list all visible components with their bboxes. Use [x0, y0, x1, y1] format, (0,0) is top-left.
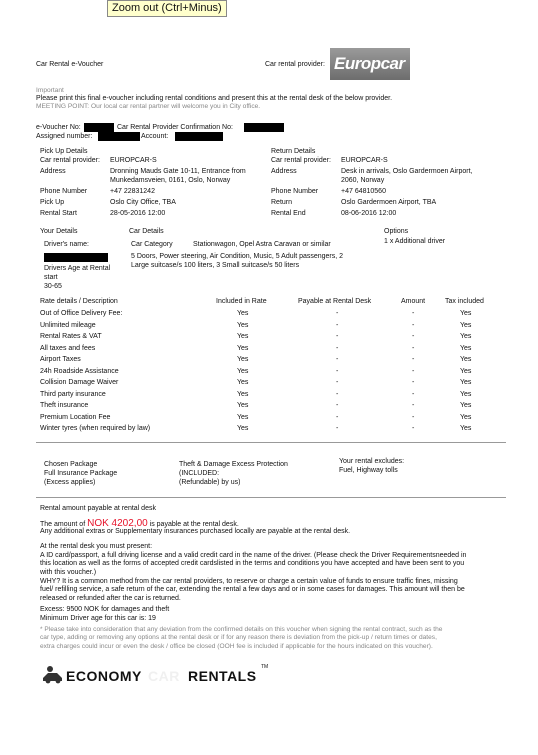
important-label: Important — [36, 87, 64, 94]
rate-cell: Yes — [237, 344, 249, 352]
rate-description: 24h Roadside Assistance — [40, 367, 119, 375]
rate-cell: Yes — [237, 402, 249, 409]
pickup-row-value: EUROPCAR-S — [110, 157, 157, 164]
rate-cell: Yes — [460, 356, 472, 363]
pickup-row-value: 28-05-2016 12:00 — [110, 210, 166, 217]
return-section-title: Return Details — [271, 148, 316, 155]
return-row-label: Rental End — [271, 210, 306, 217]
important-line2: MEETING POINT: Our local car rental partner will welcome you in City office. — [36, 103, 261, 110]
rate-cell: - — [336, 367, 339, 375]
chosen-package: Chosen Package Full Insurance Package (Excess applies) — [44, 461, 118, 486]
redacted-driver-name — [44, 253, 108, 262]
option-value: 1 x Additional driver — [384, 238, 446, 245]
pickup-row-label: Rental Start — [40, 210, 77, 217]
pickup-row-value: Oslo City Office, TBA — [110, 199, 176, 206]
amount-suffix: is payable at the rental desk. — [149, 521, 239, 528]
rates-header: Rate details / Description — [40, 298, 118, 305]
rate-cell: - — [412, 379, 415, 386]
rate-cell: - — [336, 413, 339, 421]
rate-cell: Yes — [460, 367, 472, 375]
rate-description: Airport Taxes — [40, 356, 81, 363]
rate-cell: Yes — [237, 321, 249, 329]
rate-cell: - — [412, 321, 415, 329]
car-features: 5 Doors, Power steering, Air Condition, Music, 5 Adult passengers, 2 — [131, 253, 344, 260]
car-details-title: Car Details — [129, 228, 164, 235]
evoucher-label: e-Voucher No: — [36, 124, 81, 131]
driver-name-label: Driver's name: — [44, 241, 89, 248]
return-row-label: Return — [271, 199, 293, 206]
rate-cell: - — [412, 390, 415, 398]
brand-economy: ECONOMY — [66, 668, 142, 684]
redacted-assigned — [98, 132, 140, 141]
rental-excludes: Your rental excludes: Fuel, Highway tolls — [339, 458, 405, 474]
pickup-row-label: Car rental provider: — [40, 157, 100, 164]
rates-header: Amount — [401, 298, 426, 305]
pickup-row-value: Dronning Mauds Gate 10-11, Entrance from Munkedamsveien, 0161, Oslo, Norway — [110, 168, 246, 184]
rate-cell: Yes — [237, 379, 249, 386]
car-category-value: Stationwagon, Opel Astra Caravan or similar — [193, 241, 331, 248]
rate-cell: Yes — [237, 367, 249, 375]
return-row-value: EUROPCAR-S — [341, 157, 388, 164]
rate-cell: - — [412, 333, 415, 340]
rate-cell: Yes — [237, 333, 249, 340]
rates-header: Payable at Rental Desk — [298, 298, 372, 305]
rate-cell: - — [412, 310, 415, 317]
rate-cell: - — [336, 321, 339, 329]
rate-cell: Yes — [237, 390, 249, 398]
amount-value: NOK 4202,00 — [87, 518, 148, 529]
car-luggage: Large suitcase/s 100 liters, 3 Small suitcase/s 50 liters — [131, 262, 300, 269]
redacted-account — [175, 132, 223, 141]
min-age-info: Minimum Driver age for this car is: 19 — [40, 615, 156, 622]
driver-age-value: 30-65 — [44, 283, 62, 290]
rate-cell: Yes — [460, 333, 472, 340]
rate-cell: - — [336, 344, 339, 352]
excess-protection: Theft & Damage Excess Protection (INCLUDED: (Refundable) by us) — [179, 461, 288, 486]
return-row-label: Address — [271, 168, 297, 175]
rate-cell: - — [412, 425, 415, 432]
rate-cell: Yes — [237, 356, 249, 363]
rate-cell: - — [412, 356, 415, 363]
car-category-label: Car Category — [131, 241, 173, 248]
deviation-note: * Please take into consideration that any deviation from the confirmed details on this voucher when signing the rental contract, such as the car type, adding or removing any options at the rental desk or if for any reason there is deviation from the pick-up / return times or dates, extra charges could incur or even the desk / office be closed (OOH fee is included if applicable for the hours indicated on this voucher). — [40, 626, 443, 650]
desk-why: WHY? It is a common method from the car rental providers, to reserve or charge a certain value of funds to ensure traffic fines, missing fuel/ refilling service, a safe return of the car, extending the rental a few days and or in some cases for damages. This amount will then be released or refunded after the car is returned. — [40, 578, 465, 602]
pickup-row-label: Phone Number — [40, 188, 88, 195]
rate-description: Third party insurance — [40, 390, 106, 398]
rate-cell: Yes — [460, 402, 472, 409]
rate-cell: - — [336, 425, 339, 432]
rate-cell: Yes — [460, 413, 472, 421]
rate-description: Premium Location Fee — [40, 413, 111, 421]
rate-description: Winter tyres (when required by law) — [40, 425, 151, 432]
rate-description: Out of Office Delivery Fee: — [40, 310, 123, 317]
pickup-section-title: Pick Up Details — [40, 148, 88, 155]
rate-cell: Yes — [460, 390, 472, 398]
return-row-label: Phone Number — [271, 188, 319, 195]
car-logo-icon — [42, 664, 64, 684]
rate-cell: - — [336, 333, 339, 340]
rate-description: Unlimited mileage — [40, 321, 96, 329]
rate-description: Theft insurance — [40, 402, 89, 409]
extras-note: Any additional extras or Supplementary insurances purchased locally are payable at the rental desk. — [40, 528, 351, 535]
rate-description: Collision Damage Waiver — [40, 379, 119, 386]
rate-cell: - — [412, 413, 415, 421]
pickup-row-value: +47 22831242 — [110, 188, 155, 195]
excess-info: Excess: 9500 NOK for damages and theft — [40, 606, 170, 613]
divider-2 — [36, 497, 506, 498]
rate-cell: Yes — [460, 310, 472, 317]
return-row-label: Car rental provider: — [271, 157, 331, 164]
trademark: TM — [261, 664, 269, 670]
divider-1 — [36, 442, 506, 443]
return-row-value: Oslo Gardermoen Airport, TBA — [341, 199, 437, 206]
payment-heading: Rental amount payable at rental desk — [40, 505, 156, 512]
rate-cell: - — [336, 356, 339, 363]
rate-cell: Yes — [237, 425, 249, 432]
important-line1: Please print this final e-voucher including rental conditions and present this at the rental desk of the below provider. — [36, 95, 393, 102]
return-row-value: +47 64810560 — [341, 188, 386, 195]
redacted-confirmation — [244, 123, 284, 132]
rate-description: All taxes and fees — [40, 344, 96, 352]
doc-title: Car Rental e-Voucher — [36, 61, 104, 68]
brand-car: CAR — [148, 668, 180, 684]
account-label: Account: — [141, 133, 169, 140]
pickup-row-label: Address — [40, 168, 66, 175]
rate-cell: Yes — [460, 344, 472, 352]
driver-age-label: Drivers Age at Rental start — [44, 265, 111, 281]
desk-heading: At the rental desk you must present: — [40, 543, 153, 550]
rate-cell: Yes — [237, 310, 249, 317]
rate-cell: Yes — [460, 379, 472, 386]
rates-header: Included in Rate — [216, 298, 267, 305]
rate-cell: - — [412, 367, 415, 375]
redacted-evoucher — [84, 123, 114, 132]
rates-header: Tax included — [445, 298, 484, 305]
rate-cell: Yes — [460, 425, 472, 432]
amount-prefix: The amount of — [40, 521, 86, 528]
return-row-value: 08-06-2016 12:00 — [341, 210, 397, 217]
europcar-logo-text: Europcar — [334, 54, 405, 73]
rate-cell: - — [412, 344, 415, 352]
rate-cell: - — [336, 379, 339, 386]
zoom-tooltip: Zoom out (Ctrl+Minus) — [107, 0, 227, 17]
rate-description: Rental Rates & VAT — [40, 333, 102, 340]
assigned-label: Assigned number: — [36, 133, 93, 140]
confirmation-label: Car Rental Provider Confirmation No: — [117, 124, 233, 131]
desk-requirements: A ID card/passport, a full driving license and a valid credit card in the name of the driver. (Please check the Driver Requirementsneeded in this location as well as the forms of accepted credit cardslisted in the terms and conditions you have accepted and have been sent to you with this voucher.) — [40, 552, 467, 576]
rate-cell: Yes — [460, 321, 472, 329]
return-row-value: Desk in arrivals, Oslo Gardermoen Airport, 2060, Norway — [341, 168, 473, 184]
rate-cell: Yes — [237, 413, 249, 421]
your-details-title: Your Details — [40, 228, 78, 235]
rate-cell: - — [336, 402, 339, 409]
rate-cell: - — [412, 402, 415, 409]
rate-cell: - — [336, 390, 339, 398]
rate-cell: - — [336, 310, 339, 317]
brand-rentals: RENTALS — [188, 668, 257, 684]
pickup-row-label: Pick Up — [40, 199, 65, 206]
options-title: Options — [384, 228, 409, 235]
provider-label: Car rental provider: — [265, 61, 325, 68]
